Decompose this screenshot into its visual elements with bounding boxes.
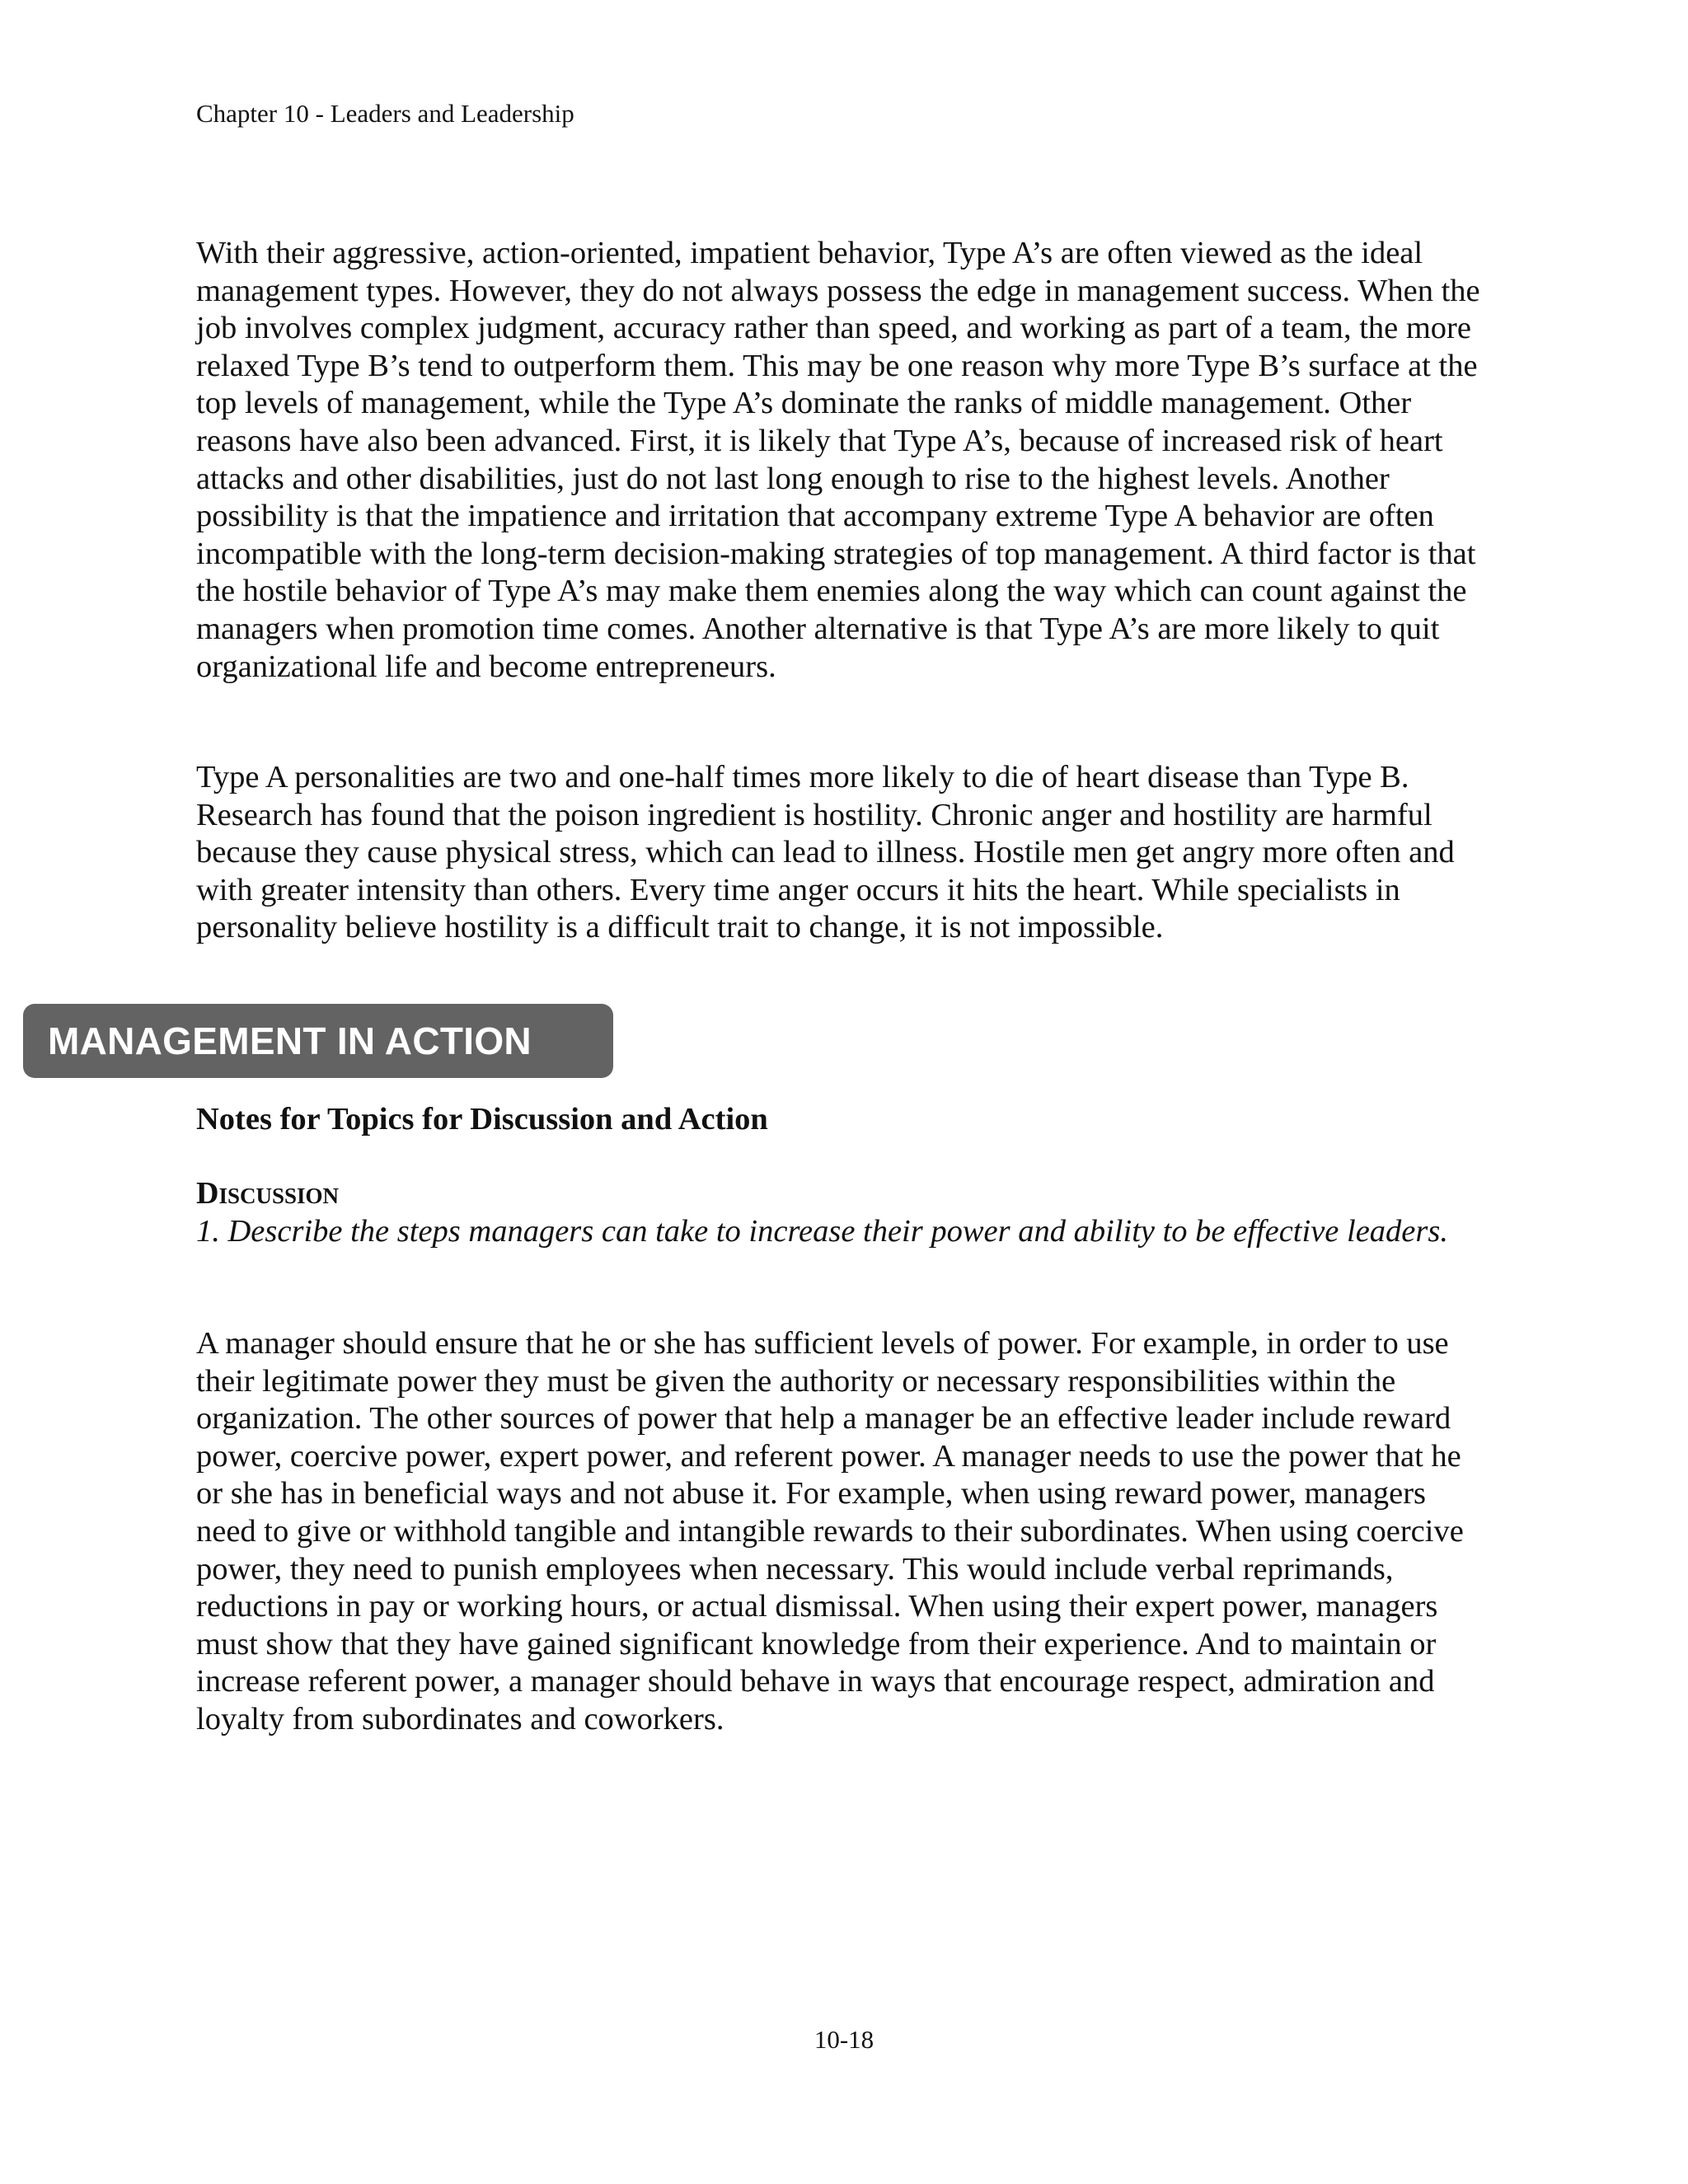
- discussion-question-1: 1. Describe the steps managers can take to increase their power and ability to be effective leaders.: [196, 1214, 1448, 1249]
- running-header: Chapter 10 - Leaders and Leadership: [196, 99, 574, 128]
- notes-heading: Notes for Topics for Discussion and Action: [196, 1102, 768, 1137]
- page-number: 10-18: [814, 2025, 874, 2054]
- section-banner-title: MANAGEMENT IN ACTION: [48, 1019, 532, 1062]
- body-paragraph-type-a-management: With their aggressive, action-oriented, impatient behavior, Type A’s are often viewed as the ideal management types. However, they do not always possess the edge in management success. When the job involves complex judgment, accuracy rather than speed, and working as part of a team, the more relaxed Type B’s tend to outperform them. This may be one reason why more Type B’s surface at the top levels of management, while the Type A’s dominate the ranks of middle management. Other reasons have also been advanced. First, it is likely that Type A’s, because of increased risk of heart attacks and other disabilities, just do not last long enough to rise to the highest levels. Another possibility is that the impatience and irritation that accompany extreme Type A behavior are often incompatible with the long-term decision-making strategies of top management. A third factor is that the hostile behavior of Type A’s may make them enemies along the way which can count against the managers when promotion time comes. Another alternative is that Type A’s are more likely to quit organizational life and become entrepreneurs.: [196, 236, 1480, 684]
- discussion-label: Discussion: [196, 1176, 340, 1211]
- section-banner: [23, 1004, 613, 1078]
- body-paragraph-type-a-health: Type A personalities are two and one-half times more likely to die of heart disease than Type B. Research has found that the poison ingredient is hostility. Chronic anger and hostility are harmful because they cause physical stress, which can lead to illness. Hostile men get angry more often and with greater intensity than others. Every time anger occurs it hits the heart. While specialists in personality believe hostility is a difficult trait to change, it is not impossible.: [196, 760, 1455, 945]
- discussion-answer-1: A manager should ensure that he or she has sufficient levels of power. For example, in order to use their legitimate power they must be given the authority or necessary responsibilities within the organization. The other sources of power that help a manager be an effective leader include reward power, coercive power, expert power, and referent power. A manager needs to use the power that he or she has in beneficial ways and not abuse it. For example, when using reward power, managers need to give or withhold tangible and intangible rewards to their subordinates. When using coercive power, they need to punish employees when necessary. This would include verbal reprimands, reductions in pay or working hours, or actual dismissal. When using their expert power, managers must show that they have gained significant knowledge from their experience. And to maintain or increase referent power, a manager should behave in ways that encourage respect, admiration and loyalty from subordinates and coworkers.: [196, 1326, 1464, 1736]
